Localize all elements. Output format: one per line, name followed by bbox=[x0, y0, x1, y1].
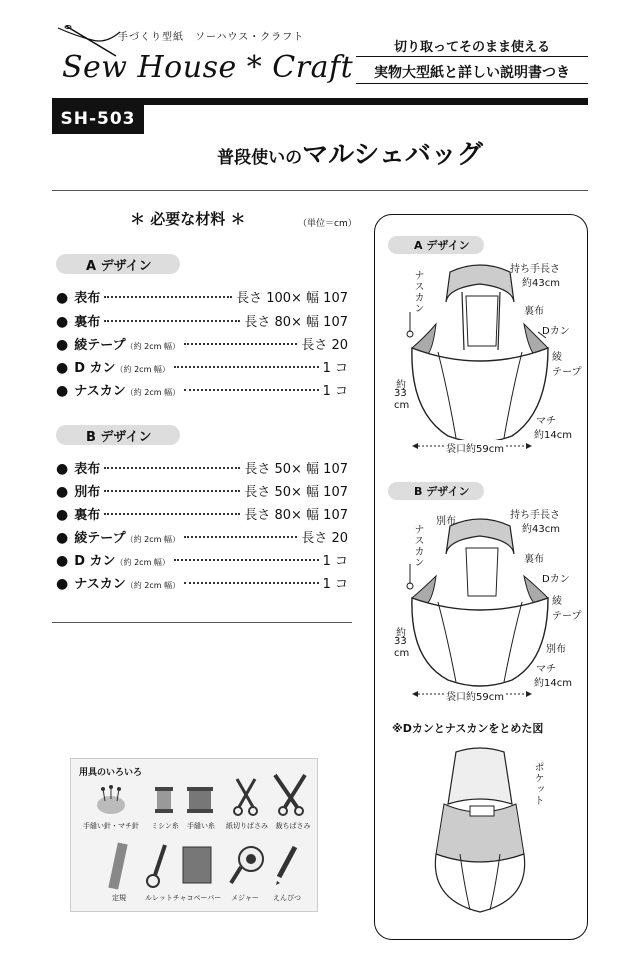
material-row: ● 綾テープ （約 2cm 幅） 長さ 20 bbox=[56, 530, 348, 546]
tape-label: 綾 テープ bbox=[552, 596, 582, 622]
hand-thread-icon bbox=[183, 783, 217, 817]
tool-label: えんぴつ bbox=[273, 894, 301, 902]
title-main: マルシェバッグ bbox=[302, 140, 483, 170]
pocket-label: ポケット bbox=[532, 762, 543, 806]
material-row: ● 別布 長さ 50× 幅 107 bbox=[56, 484, 348, 500]
pencil-icon bbox=[271, 843, 301, 887]
tracing-wheel-icon bbox=[143, 841, 173, 891]
d-ring-label: Dカン bbox=[542, 326, 570, 337]
contrast-fabric-label: 別布 bbox=[436, 516, 456, 527]
material-row: ● ナスカン （約 2cm 幅） 1 コ bbox=[56, 383, 348, 399]
ruler-icon bbox=[107, 841, 131, 891]
material-row: ● 表布 長さ 50× 幅 107 bbox=[56, 461, 348, 477]
height-unit: cm bbox=[394, 400, 410, 411]
gusset-value: 約14cm bbox=[534, 678, 572, 689]
clasp-label: ナスカン bbox=[412, 524, 423, 568]
d-ring-label: Dカン bbox=[542, 574, 570, 585]
divider bbox=[52, 622, 352, 623]
tool-label: 紙切りばさみ bbox=[226, 822, 268, 830]
height-label: 約 bbox=[396, 628, 406, 639]
material-row: ● 綾テープ （約 2cm 幅） 長さ 20 bbox=[56, 337, 348, 353]
brand-subtitle: 手づくり型紙 ソーハウス・クラフト bbox=[118, 32, 305, 43]
diagram-b-label: B デザイン bbox=[388, 482, 484, 500]
divider bbox=[356, 56, 588, 57]
tool-label: 裁ちばさみ bbox=[275, 822, 311, 830]
height-unit: cm bbox=[394, 648, 410, 659]
handle-length-label: 持ち手長さ bbox=[510, 264, 560, 275]
height-label: 約 bbox=[396, 380, 406, 391]
tool-label: メジャー bbox=[231, 894, 259, 902]
gusset-label: マチ bbox=[536, 416, 556, 427]
material-row: ● 裏布 長さ 80× 幅 107 bbox=[56, 507, 348, 523]
chalk-paper-icon bbox=[179, 843, 215, 887]
pincushion-icon bbox=[91, 783, 131, 817]
material-row: ● 表布 長さ 100× 幅 107 bbox=[56, 290, 348, 306]
diagram-a-label: A デザイン bbox=[388, 236, 484, 254]
section-b-label: B デザイン bbox=[56, 425, 180, 445]
fabric-shears-icon bbox=[271, 773, 311, 817]
measuring-tape-icon bbox=[227, 843, 267, 887]
tools-title: 用具のいろいろ bbox=[79, 768, 143, 778]
tagline-line-2: 実物大型紙と詳しい説明書つき bbox=[374, 65, 570, 81]
material-row: ● D カン （約 2cm 幅） 1 コ bbox=[56, 360, 348, 376]
divider bbox=[356, 83, 588, 84]
clasp-label: ナスカン bbox=[412, 270, 423, 314]
material-row: ● 裏布 長さ 80× 幅 107 bbox=[56, 314, 348, 330]
title-prefix: 普段使いの bbox=[217, 148, 303, 168]
opening-label: 袋口約59cm bbox=[444, 440, 506, 455]
material-row: ● D カン （約 2cm 幅） 1 コ bbox=[56, 553, 348, 569]
closure-caption: ※Dカンとナスカンをとめた図 bbox=[392, 722, 544, 735]
material-row: ● ナスカン （約 2cm 幅） 1 コ bbox=[56, 576, 348, 592]
tool-label: 定規 bbox=[112, 894, 126, 902]
tool-label: 手縫い針・マチ針 bbox=[83, 822, 139, 830]
closure-illustration bbox=[420, 744, 540, 920]
lining-label: 裏布 bbox=[524, 306, 544, 317]
paper-scissors-icon bbox=[231, 777, 261, 817]
handle-length-value: 約43cm bbox=[522, 524, 560, 535]
unit-note: （単位＝cm） bbox=[298, 219, 357, 229]
product-code: SH-503 bbox=[52, 104, 144, 134]
tool-label: 手縫い糸 bbox=[187, 822, 215, 830]
gusset-value: 約14cm bbox=[534, 430, 572, 441]
materials-title: ＊ 必要な材料 ＊ bbox=[130, 210, 246, 228]
tool-label: チャコペーパー bbox=[172, 894, 222, 902]
handle-length-label: 持ち手長さ bbox=[510, 510, 560, 521]
brand-logo: Sew House * Craft bbox=[62, 50, 354, 85]
gusset-label: マチ bbox=[536, 664, 556, 675]
contrast-fabric-label-2: 別布 bbox=[546, 644, 566, 655]
tagline-line-1: 切り取ってそのまま使える bbox=[393, 40, 550, 55]
divider bbox=[52, 190, 588, 191]
tool-label: ミシン糸 bbox=[151, 822, 179, 830]
section-a-label: A デザイン bbox=[56, 254, 180, 274]
page-title bbox=[160, 134, 540, 171]
height-value: 33 bbox=[394, 388, 407, 399]
lining-label: 裏布 bbox=[524, 554, 544, 565]
height-value: 33 bbox=[394, 636, 407, 647]
opening-label: 袋口約59cm bbox=[444, 688, 506, 703]
handle-length-value: 約43cm bbox=[522, 278, 560, 289]
sewing-thread-icon bbox=[149, 783, 179, 817]
tool-label: ルレット bbox=[145, 894, 173, 902]
tools-box bbox=[70, 758, 318, 912]
tape-label: 綾 テープ bbox=[552, 352, 582, 378]
